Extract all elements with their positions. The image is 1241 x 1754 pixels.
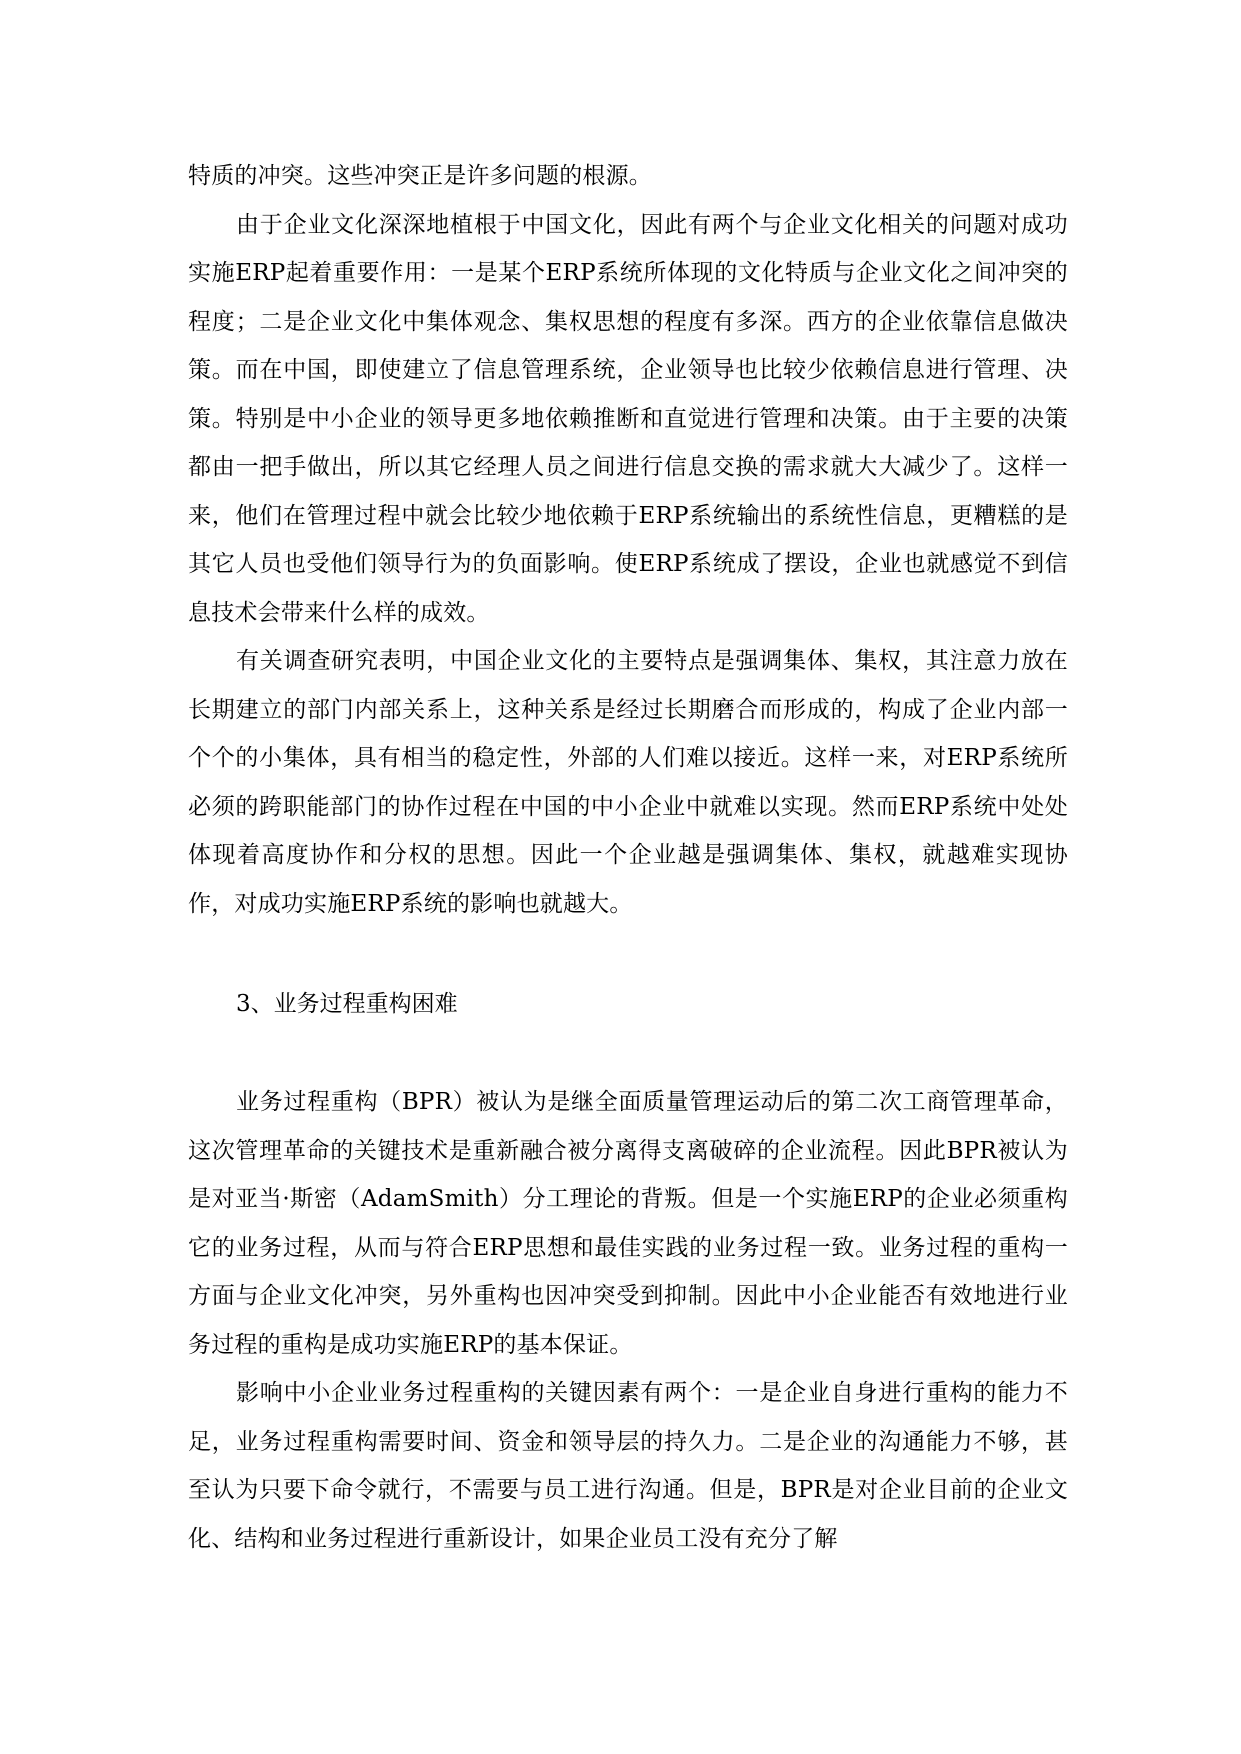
section-heading: 3、业务过程重构困难 — [236, 991, 458, 1017]
paragraph-bpr-factors: 影响中小企业业务过程重构的关键因素有两个：一是企业自身进行重构的能力不足，业务过程重构需要时间、资金和领导层的持久力。二是企业的沟通能力不够，甚至认为只要下命令就行，不需要与员工进行沟通。但是，BPR是对企业目前的企业文化、结构和业务过程进行重新设计，如果企业员工没有充分了解 — [188, 1380, 1068, 1552]
paragraph-continuation: 特质的冲突。这些冲突正是许多问题的根源。 — [188, 163, 652, 189]
paragraph-collectivism: 有关调查研究表明，中国企业文化的主要特点是强调集体、集权，其注意力放在长期建立的部门内部关系上，这种关系是经过长期磨合而形成的，构成了企业内部一个个的小集体，具有相当的稳定性，外部的人们难以接近。这样一来，对ERP系统所必须的跨职能部门的协作过程在中国的中小企业中就难以实现。然而ERP系统中处处体现着高度协作和分权的思想。因此一个企业越是强调集体、集权，就越难实现协作，对成功实施ERP系统的影响也就越大。 — [188, 648, 1068, 917]
body-text-top — [188, 152, 1068, 928]
paragraph-bpr: 业务过程重构（BPR）被认为是继全面质量管理运动后的第二次工商管理革命，这次管理革命的关键技术是重新融合被分离得支离破碎的企业流程。因此BPR被认为是对亚当·斯密（AdamSmith）分工理论的背叛。但是一个实施ERP的企业必须重构它的业务过程，从而与符合ERP思想和最佳实践的业务过程一致。业务过程的重构一方面与企业文化冲突，另外重构也因冲突受到抑制。因此中小企业能否有效地进行业务过程的重构是成功实施ERP的基本保证。 — [188, 1089, 1068, 1358]
paragraph-culture-conflict: 由于企业文化深深地植根于中国文化，因此有两个与企业文化相关的问题对成功实施ERP起着重要作用：一是某个ERP系统所体现的文化特质与企业文化之间冲突的程度；二是企业文化中集体观念、集权思想的程度有多深。西方的企业依靠信息做决策。而在中国，即使建立了信息管理系统，企业领导也比较少依赖信息进行管理、决策。特别是中小企业的领导更多地依赖推断和直觉进行管理和决策。由于主要的决策都由一把手做出，所以其它经理人员之间进行信息交换的需求就大大减少了。这样一来，他们在管理过程中就会比较少地依赖于ERP系统输出的系统性信息，更糟糕的是其它人员也受他们领导行为的负面影响。使ERP系统成了摆设，企业也就感觉不到信息技术会带来什么样的成效。 — [188, 211, 1068, 626]
body-text-bottom — [188, 1078, 1068, 1563]
